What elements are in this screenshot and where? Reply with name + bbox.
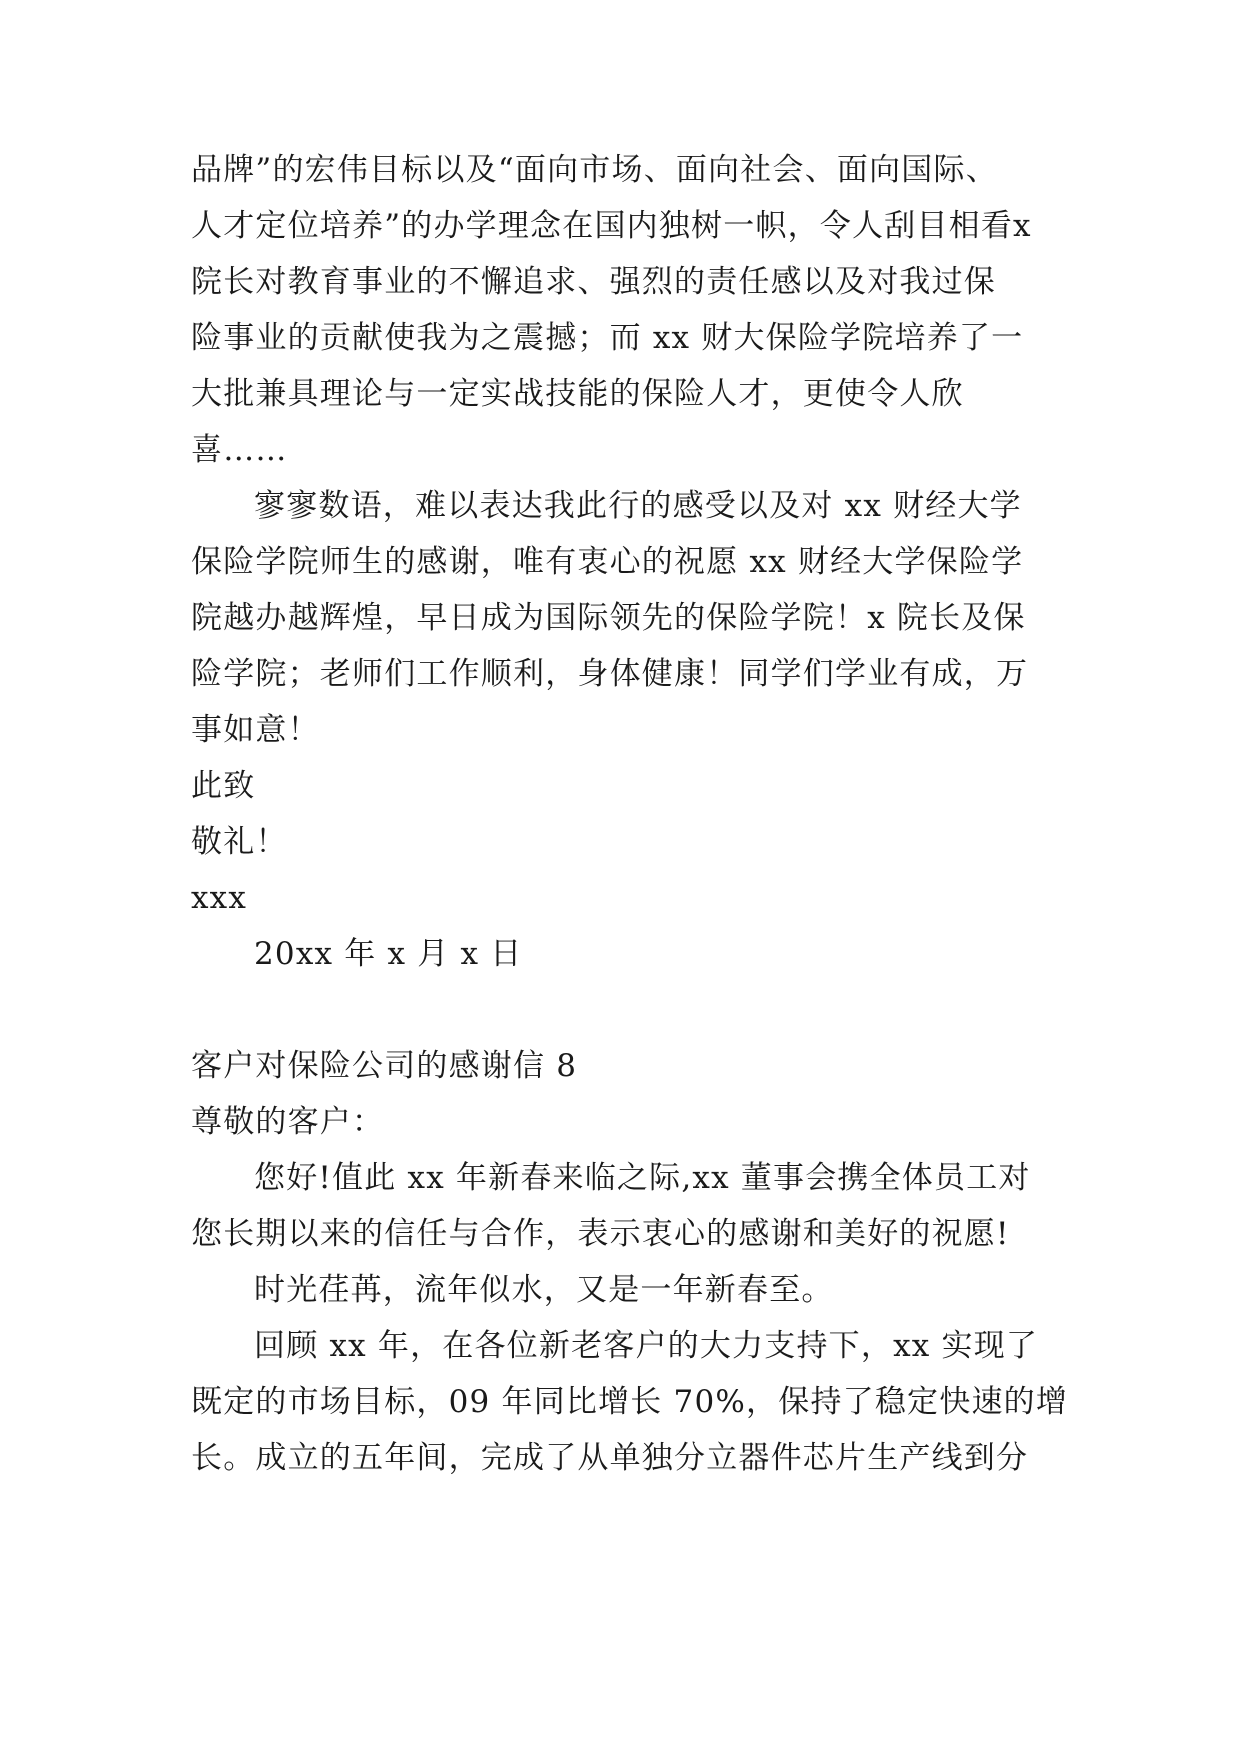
paragraph-line: 品牌”的宏伟目标以及“面向市场、面向社会、面向国际、 bbox=[191, 152, 998, 188]
paragraph-line: 人才定位培养”的办学理念在国内独树一帜，令人刮目相看x bbox=[191, 208, 1032, 244]
salutation: 尊敬的客户： bbox=[191, 1104, 385, 1140]
paragraph-line: 院长对教育事业的不懈追求、强烈的责任感以及对我过保 bbox=[191, 264, 996, 300]
signature: xxx bbox=[191, 880, 248, 916]
paragraph-line: 喜…… bbox=[191, 432, 288, 468]
paragraph-line: 事如意！ bbox=[191, 712, 320, 748]
paragraph-line: 保险学院师生的感谢，唯有衷心的祝愿 xx 财经大学保险学 bbox=[191, 544, 1024, 580]
paragraph-line: 长。成立的五年间，完成了从单独分立器件芯片生产线到分 bbox=[191, 1440, 1029, 1476]
paragraph-line: 回顾 xx 年，在各位新老客户的大力支持下，xx 实现了 bbox=[254, 1328, 1039, 1364]
paragraph-line: 大批兼具理论与一定实战技能的保险人才，更使令人欣 bbox=[191, 376, 964, 412]
paragraph-line: 险事业的贡献使我为之震撼；而 xx 财大保险学院培养了一 bbox=[191, 320, 1024, 356]
paragraph-line: 院越办越辉煌，早日成为国际领先的保险学院！x 院长及保 bbox=[191, 600, 1026, 636]
paragraph-line: 您长期以来的信任与合作，表示衷心的感谢和美好的祝愿! bbox=[191, 1216, 1010, 1252]
paragraph-line: 险学院；老师们工作顺利，身体健康！同学们学业有成，万 bbox=[191, 656, 1029, 692]
closing-regards: 敬礼！ bbox=[191, 824, 288, 860]
paragraph-line: 寥寥数语，难以表达我此行的感受以及对 xx 财经大学 bbox=[254, 488, 1022, 524]
paragraph-line: 既定的市场目标，09 年同比增长 70%，保持了稳定快速的增 bbox=[191, 1384, 1069, 1420]
paragraph-line: 您好!值此 xx 年新春来临之际,xx 董事会携全体员工对 bbox=[254, 1160, 1031, 1196]
paragraph-line: 时光荏苒，流年似水，又是一年新春至。 bbox=[254, 1272, 834, 1308]
section-title: 客户对保险公司的感谢信 8 bbox=[191, 1048, 578, 1084]
closing-salutation: 此致 bbox=[191, 768, 256, 804]
letter-date: 20xx 年 x 月 x 日 bbox=[254, 936, 523, 972]
